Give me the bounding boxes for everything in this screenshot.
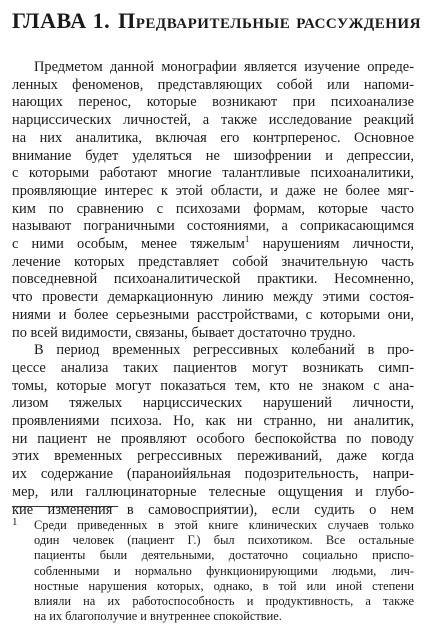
body-line: нающих перенос, которые возникают при психоанализе — [12, 94, 414, 111]
body-line: что провести демаркационную линию между этими состоя- — [12, 289, 414, 306]
body-line: называют пограничными состояниями, а соприкасающимся — [12, 218, 414, 235]
body-line: томы, которые могут показаться тем, кто не знаком с ана- — [12, 377, 414, 394]
chapter-number: ГЛАВА 1. — [12, 8, 111, 33]
body-line: нарциссических личностей, а также исследование реакций — [12, 112, 414, 129]
body-line: ниями и более серьезными расстройствами, с которыми они, — [12, 306, 414, 323]
chapter-title: Предварительные рассуждения — [118, 8, 421, 33]
chapter-heading — [12, 8, 421, 34]
body-line: кие изменения в самовосприятии), если судить о нем — [12, 501, 414, 518]
footnote-reference: 1 — [244, 234, 250, 245]
body-line: В период временных регрессивных колебаний в про- — [34, 342, 414, 359]
body-line: цессе анализа таких пациентов могут возникать симп- — [12, 359, 414, 376]
footnote-line: Среди приведенных в этой книге клинических случаев только — [34, 518, 414, 532]
body-line-head: с ними особым, менее тяжелым — [12, 236, 245, 252]
footnote-line: один человек (пациент Г.) был психотиком. Все остальные — [34, 533, 414, 548]
body-line: Предметом данной монографии является изучение опреде- — [34, 59, 414, 75]
body-line: ким по сравнению с психозами формам, которые часто — [12, 200, 414, 217]
body-line: ни пациент не проявляют особого беспокойства по поводу — [12, 430, 414, 447]
body-line: мер, или галлюцинаторные телесные ощущения и глубо- — [12, 483, 414, 500]
footnote-line: влияли на их работоспособность и продуктивность, а также — [34, 594, 414, 608]
footnote-line: пациенты были деятельными, достаточно социально приспо- — [34, 548, 414, 563]
body-line-tail: нарушениям личности, — [262, 236, 414, 252]
footnote-line: на их благополучие и внутреннее спокойствие. — [34, 609, 282, 624]
footnote-line: ностные нарушения которых, однако, в той или иной степени — [34, 578, 414, 593]
body-line: ленных феноменов, представляющих собой или напоми- — [12, 76, 414, 93]
footnote-mark: 1 — [12, 516, 18, 528]
footnote-rule — [12, 506, 118, 507]
body-line: проявляющие интерес к этой области, и даже не более мяг- — [12, 182, 414, 199]
body-line: с которыми работают многие талантливые психоаналитики, — [12, 165, 414, 182]
body-line: этих временных регрессивных переживаний, даже когда — [12, 448, 414, 465]
body-line: по всей видимости, связаны, бывает достаточно трудно. — [12, 324, 356, 341]
body-line: лизом тяжелых нарциссических нарушений личности, — [12, 395, 414, 412]
footnote-line: собленными и нормально функционирующими людьми, лич- — [34, 563, 414, 578]
body-line: на них аналитика, включая его контрперенос. Основное — [12, 129, 414, 146]
body-line: их содержание (параноийяльная подозрительность, напри- — [12, 466, 414, 483]
body-line: повседневной психоаналитической практики. Несомненно, — [12, 271, 414, 288]
body-line: внимание будет уделяться не шизофрении и депрессии, — [12, 147, 414, 164]
body-line-with-footnote — [12, 235, 414, 253]
body-line: проявлениями психоза. Но, как ни странно, ни аналитик, — [12, 413, 414, 429]
body-line: лечение которых представляет собой значительную часть — [12, 253, 414, 270]
